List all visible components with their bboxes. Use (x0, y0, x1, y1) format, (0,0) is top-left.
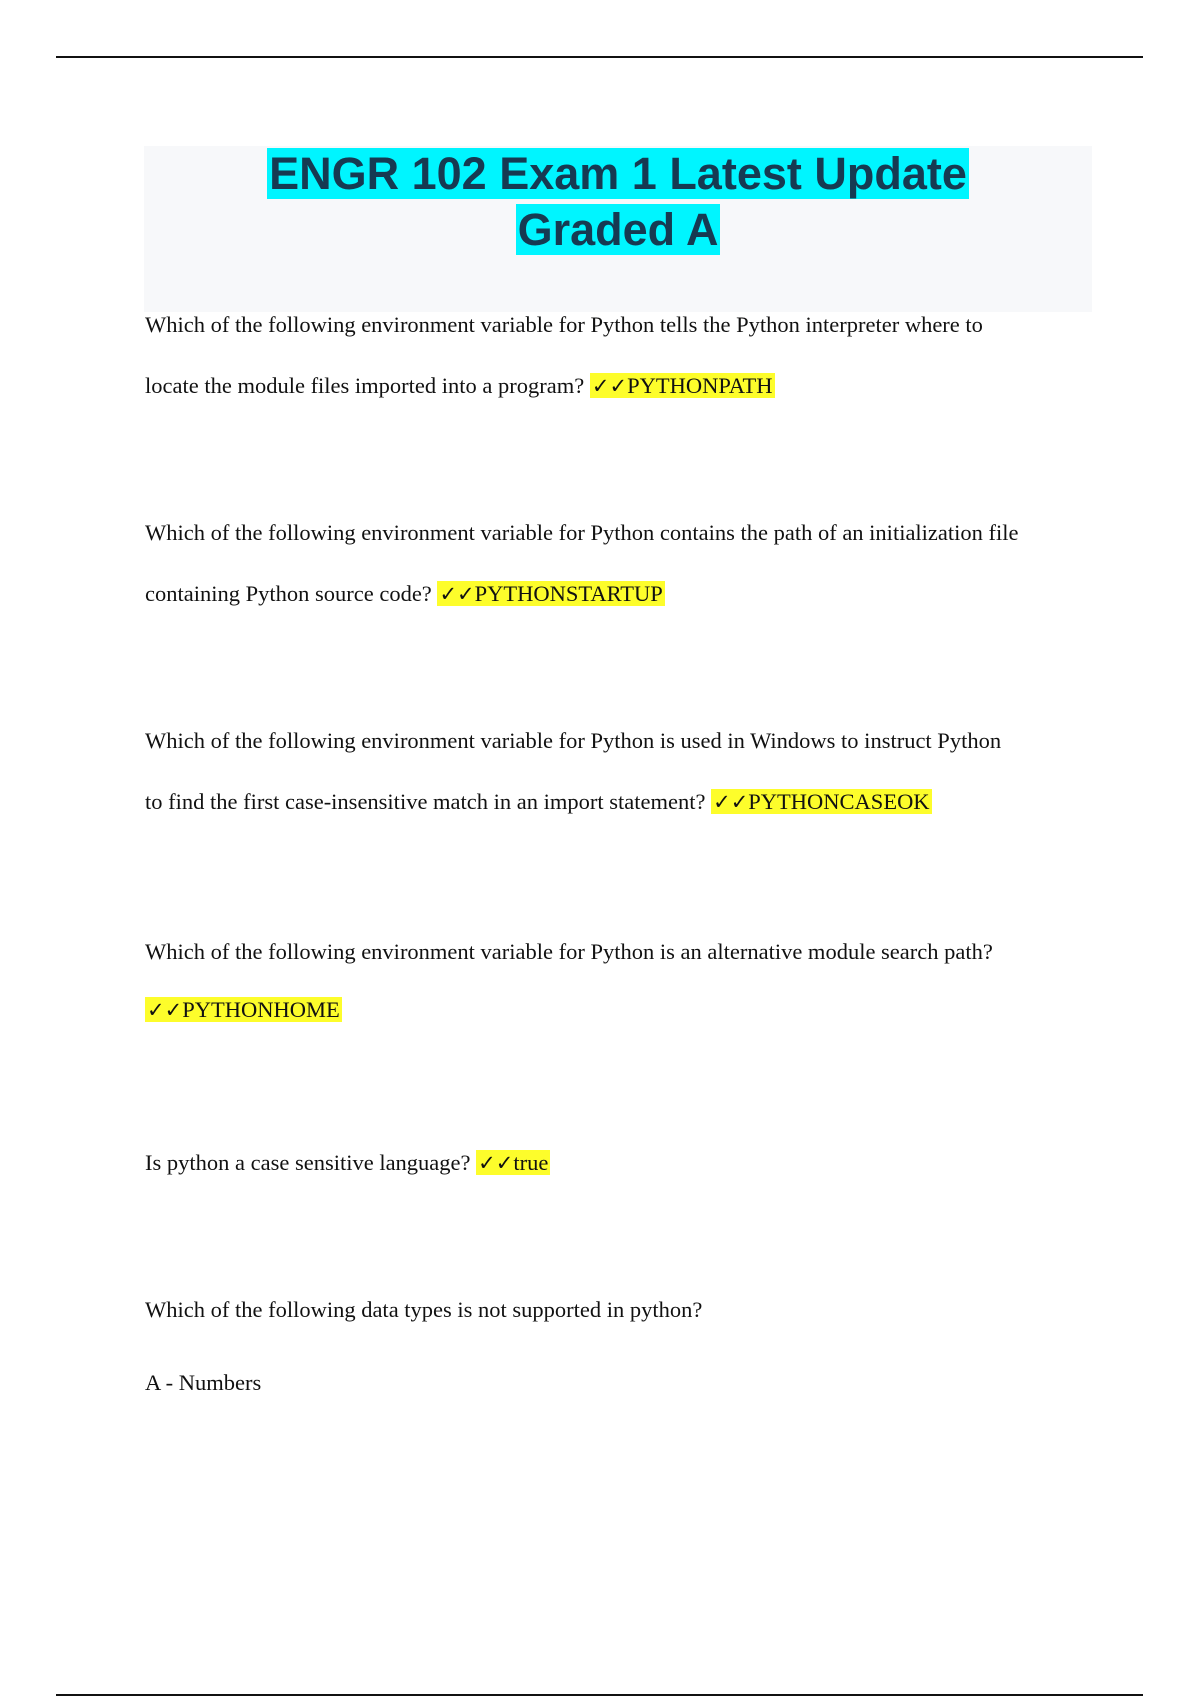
double-check-icon: ✓✓ (478, 1151, 514, 1175)
double-check-icon: ✓✓ (439, 582, 475, 606)
double-check-icon: ✓✓ (591, 374, 628, 398)
document-title-line-1 (144, 146, 1092, 202)
answer-3-text: PYTHONCASEOK (748, 789, 930, 814)
title-block (144, 146, 1092, 312)
bottom-rule (56, 1694, 1143, 1696)
question-5-line-1 (145, 1148, 550, 1178)
question-3-line-1: Which of the following environment variable for Python is used in Windows to instruct Python (145, 728, 1002, 753)
answer-2-highlight (437, 581, 664, 606)
question-4-line-1: Which of the following environment variable for Python is an alternative module search path? (145, 939, 993, 964)
question-2-line-1: Which of the following environment variable for Python contains the path of an initialization file (145, 520, 1019, 545)
title-highlight-1: ENGR 102 Exam 1 Latest Update (269, 148, 967, 199)
question-1-text: locate the module files imported into a program? (145, 373, 590, 398)
question-3-line-2 (145, 787, 932, 817)
top-rule (56, 56, 1143, 58)
answer-5-text: true (513, 1150, 549, 1175)
question-6-line-1: Which of the following data types is not supported in python? (145, 1297, 703, 1322)
question-2-line-2 (145, 579, 665, 609)
double-check-icon: ✓✓ (713, 790, 749, 814)
answer-1-text: PYTHONPATH (627, 373, 773, 398)
answer-2-text: PYTHONSTARTUP (474, 581, 663, 606)
answer-4-highlight (145, 997, 342, 1022)
question-1-line-2 (145, 371, 775, 401)
question-5-text: Is python a case sensitive language? (145, 1150, 477, 1175)
question-6-option-a: A - Numbers (145, 1370, 262, 1395)
question-4-line-2 (145, 995, 342, 1025)
document-title-line-2 (144, 202, 1092, 258)
double-check-icon: ✓✓ (147, 998, 183, 1022)
question-1-line-1: Which of the following environment variable for Python tells the Python interpreter where to (145, 312, 983, 337)
question-2-text: containing Python source code? (145, 581, 438, 606)
answer-3-highlight (711, 789, 931, 814)
title-highlight-2: Graded A (517, 204, 719, 255)
answer-1-highlight (590, 373, 775, 398)
answer-5-highlight (476, 1150, 550, 1175)
answer-4-text: PYTHONHOME (182, 997, 340, 1022)
question-3-text: to find the first case-insensitive match in an import statement? (145, 789, 712, 814)
